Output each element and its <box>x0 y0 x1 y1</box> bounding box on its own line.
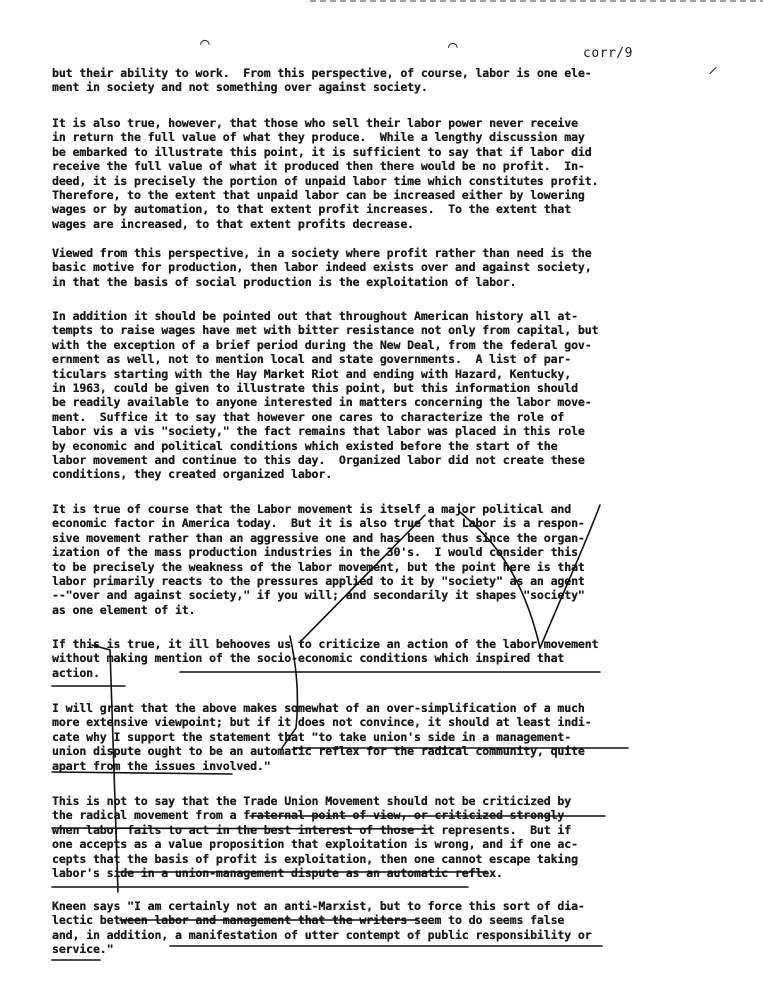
paragraph: I will grant that the above makes somewhat of an over-simplification of a much more extensive viewpoint; but if it does not convince, it should at least indi- cate why I support the statement that "to take union's side in a management- union dispute ought to be an automatic reflex for the radical community, quite apart from the issues involved." <box>52 701 592 773</box>
paragraph: Viewed from this perspective, in a society where profit rather than need is the basic motive for production, then labor indeed exists over and against society, in that the basis of social production is the exploitation of labor. <box>52 246 592 289</box>
smudge-mark: ⌒ <box>448 36 458 55</box>
paragraph: This is not to say that the Trade Union Movement should not be criticized by the radical movement from a fraternal point of view, or criticized strongly when labor fails to act in the best interest of those it represents. But if one accepts as a value proposition that exploitation is wrong, and if one ac- cepts that the basis of profit is exploitation, then one cannot escape taking labor's side in a union-management dispute as an automatic reflex. <box>52 794 578 881</box>
paragraph: Kneen says "I am certainly not an anti-Marxist, but to force this sort of dia- lectic between labor and management that the writers seem to do seems false and, in addition, a manifestation of utter contempt of public responsibility or service." <box>52 899 592 957</box>
paragraph: It is also true, however, that those who sell their labor power never receive in return the full value of what they produce. While a lengthy discussion may be embarked to illustrate this point, it is sufficient to say that if labor did receive the full value of what it produced then there would be no profit. In- deed, it is precisely the portion of unpaid labor time which constitutes profit. Therefore, to the extent that unpaid labor can be increased either by lowering wages or by automation, to that extent profit increases. To the extent that wages are increased, to that extent profits decrease. <box>52 116 599 231</box>
paragraph: In addition it should be pointed out that throughout American history all at- tempts to raise wages have met with bitter resistance not only from capital, but with the exception of a brief period during the New Deal, from the federal gov- ernment as well, not to mention local and state governments. A list of par- ticulars starting with the Hay Market Riot and ending with Hazard, Kentucky, in 1963, could be given to illustrate this point, but this information should be readily available to anyone interested in matters concerning the labor move- ment. Suffice it to say that however one cares to characterize the role of labor vis a vis "society," the fact remains that labor was placed in this role by economic and political conditions which existed before the start of the labor movement and continue to this day. Organized labor did not create these conditions, they created organized labor. <box>52 309 599 482</box>
pen-tick-mark: ⸍ <box>708 62 718 86</box>
paragraph: It is true of course that the Labor movement is itself a major political and economic factor in America today. But it is also true that Labor is a respon- sive movement rather than an aggressive one and has been thus since the organ- ization of the mass production industries in the 30's. I would consider this to be precisely the weakness of the labor movement, but the point here is that labor primarily reacts to the pressures applied to it by "society" as an agent --"over and against society," if you will; and secondarily it shapes "society" as one element of it. <box>52 502 585 617</box>
page-number: corr/9 <box>583 46 633 61</box>
smudge-mark: ⌒ <box>200 33 210 52</box>
top-edge-rule <box>310 0 763 2</box>
paragraph: If this is true, it ill behooves us to criticize an action of the labor movement without making mention of the socio-economic conditions which inspired that action. <box>52 637 599 680</box>
paragraph: but their ability to work. From this perspective, of course, labor is one ele- ment in society and not something over against society. <box>52 66 592 95</box>
